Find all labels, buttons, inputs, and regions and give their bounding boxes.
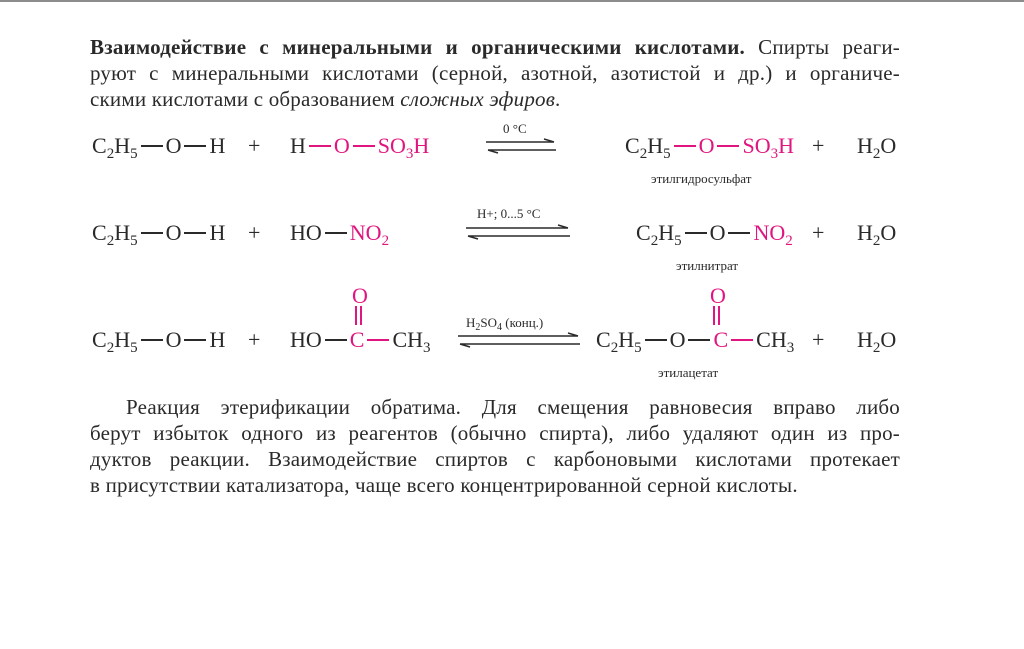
r2-product-name: этилнитрат bbox=[676, 258, 739, 273]
intro-line-1: Взаимодействие с минеральными и органическими кислотами. Спирты реаги- bbox=[90, 35, 900, 59]
r2-plus: + bbox=[248, 220, 261, 245]
r1-product-name: этилгидросульфат bbox=[651, 171, 752, 186]
r3-acid-double-bond bbox=[355, 306, 362, 325]
r2-nitric-acid: HO $NO_2$ bbox=[290, 220, 390, 249]
outro-line-3: дуктов реакции. Взаимодействие спиртов с карбоновыми кислотами протекает bbox=[90, 447, 900, 471]
r3-ethanol: $C_2H_5$ O H bbox=[92, 327, 226, 356]
intro-paragraph bbox=[90, 34, 900, 112]
r2-product-ester: $C_2H_5$ O $NO_2$ bbox=[636, 220, 793, 249]
term-esters: сложных эфиров bbox=[400, 87, 556, 111]
r3-water: $H_2O$ bbox=[857, 327, 897, 356]
r1-equilibrium-arrow bbox=[486, 139, 556, 153]
r3-plus-2: + bbox=[812, 327, 825, 352]
r1-plus: + bbox=[248, 133, 261, 158]
top-border bbox=[0, 0, 1024, 2]
outro-line-1: Реакция этерификации обратима. Для смещения равновесия вправо либо bbox=[126, 395, 900, 419]
r2-equilibrium-arrow bbox=[466, 225, 570, 239]
r3-ester-carbonyl-o: O bbox=[710, 283, 726, 308]
r3-equilibrium-arrow bbox=[458, 333, 580, 347]
r3-plus: + bbox=[248, 327, 261, 352]
outro-line-4: в присутствии катализатора, чаще всего концентрированной серной кислоты. bbox=[90, 473, 798, 497]
r3-product-name: этилацетат bbox=[658, 365, 719, 380]
r2-plus-2: + bbox=[812, 220, 825, 245]
intro-line-3: скими кислотами с образованием сложных эфиров. bbox=[90, 87, 561, 111]
r3-product-ester: $C_2H_5$ O C $CH_3$ bbox=[596, 327, 795, 356]
r1-water: $H_2O$ bbox=[857, 133, 897, 162]
r2-water: $H_2O$ bbox=[857, 220, 897, 249]
r1-ethanol: $C_2H_5$ O H bbox=[92, 133, 226, 162]
r3-condition: $H_2SO_4$ (конц.) bbox=[466, 315, 544, 333]
r1-condition: 0 °C bbox=[503, 121, 527, 136]
r3-ester-double-bond bbox=[713, 306, 720, 325]
r1-plus-2: + bbox=[812, 133, 825, 158]
outro-line-2: берут избыток одного из реагентов (обычно спирта), либо удаляют один из про- bbox=[90, 421, 900, 445]
outro-paragraph bbox=[90, 394, 900, 498]
intro-heading: Взаимодействие с минеральными и органическими кислотами. bbox=[90, 35, 745, 59]
r3-acetic-acid: HO C $CH_3$ bbox=[290, 327, 431, 356]
intro-line-2: руют с минеральными кислотами (серной, азотной, азотистой и др.) и органиче- bbox=[90, 61, 900, 85]
r2-condition: H+; 0...5 °C bbox=[477, 206, 541, 221]
r1-sulfuric-acid: H O $SO_3H$ bbox=[290, 133, 430, 162]
r2-ethanol: $C_2H_5$ O H bbox=[92, 220, 226, 249]
r3-acid-carbonyl-o: O bbox=[352, 283, 368, 308]
r1-product-ester: $C_2H_5$ O $SO_3H$ bbox=[625, 133, 794, 162]
